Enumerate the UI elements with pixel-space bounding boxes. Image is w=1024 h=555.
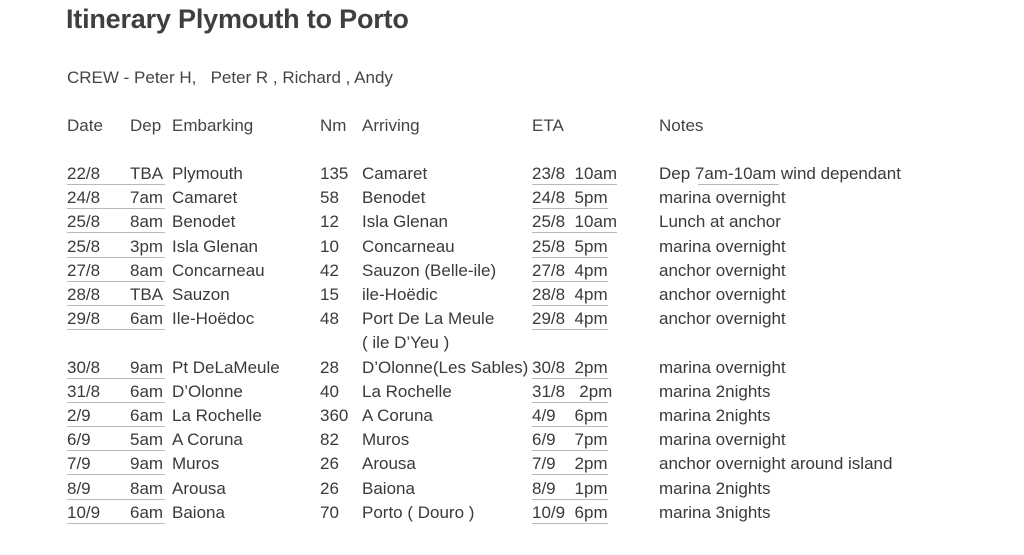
cell-arriving: Arousa — [362, 454, 416, 473]
header-arriving: Arriving — [362, 116, 420, 135]
cell-arriving: ile-Hoëdic — [362, 285, 438, 304]
cell-eta: 7/9 2pm — [532, 454, 608, 473]
cell-embarking: Ile-Hoëdoc — [172, 309, 255, 328]
cell-date: 25/8 — [67, 237, 101, 256]
eta-underline — [532, 402, 608, 403]
cell-arriving: Baiona — [362, 479, 415, 498]
cell-arriving: Muros — [362, 430, 410, 449]
date-dep-underline — [67, 281, 165, 282]
cell-nm: 12 — [320, 212, 339, 231]
eta-underline — [532, 232, 617, 233]
cell-eta: 27/8 4pm — [532, 261, 608, 280]
cell-arriving: Sauzon (Belle-ile) — [362, 261, 497, 280]
cell-eta: 8/9 1pm — [532, 479, 608, 498]
table-row — [0, 356, 1024, 380]
cell-eta: 6/9 7pm — [532, 430, 608, 449]
cell-date: 10/9 — [67, 503, 101, 522]
cell-eta: 4/9 6pm — [532, 406, 608, 425]
cell-nm: 26 — [320, 479, 339, 498]
cell-notes: marina 2nights — [659, 406, 771, 425]
cell-notes: marina overnight — [659, 188, 786, 207]
cell-arriving-continued: ( ile D’Yeu ) — [362, 333, 450, 352]
table-row — [0, 162, 1024, 186]
table-row — [0, 501, 1024, 525]
cell-embarking: Benodet — [172, 212, 236, 231]
cell-nm: 360 — [320, 406, 349, 425]
date-dep-underline — [67, 474, 165, 475]
cell-nm: 40 — [320, 382, 339, 401]
table-row — [0, 210, 1024, 234]
date-dep-underline — [67, 305, 165, 306]
cell-dep: TBA — [130, 285, 164, 304]
cell-date: 28/8 — [67, 285, 101, 304]
cell-eta: 23/8 10am — [532, 164, 618, 183]
cell-dep: 8am — [130, 261, 164, 280]
date-dep-underline — [67, 184, 165, 185]
cell-nm: 42 — [320, 261, 339, 280]
table-row — [0, 307, 1024, 331]
cell-eta: 28/8 4pm — [532, 285, 608, 304]
cell-notes: anchor overnight — [659, 309, 786, 328]
cell-notes: marina 2nights — [659, 479, 771, 498]
cell-eta: 25/8 5pm — [532, 237, 608, 256]
note-time-underline — [698, 184, 779, 185]
cell-date: 24/8 — [67, 188, 101, 207]
cell-notes: anchor overnight — [659, 285, 786, 304]
cell-dep: 6am — [130, 406, 164, 425]
cell-embarking: La Rochelle — [172, 406, 262, 425]
cell-date: 31/8 — [67, 382, 101, 401]
cell-arriving: Concarneau — [362, 237, 455, 256]
cell-arriving: Benodet — [362, 188, 426, 207]
header-embarking: Embarking — [172, 116, 254, 135]
table-row — [0, 428, 1024, 452]
eta-underline — [532, 474, 608, 475]
cell-arriving: A Coruna — [362, 406, 433, 425]
cell-date: 25/8 — [67, 212, 101, 231]
cell-embarking: Plymouth — [172, 164, 243, 183]
cell-dep: 5am — [130, 430, 164, 449]
table-row — [0, 452, 1024, 476]
cell-embarking: Concarneau — [172, 261, 265, 280]
eta-underline — [532, 523, 608, 524]
table-row — [0, 259, 1024, 283]
cell-dep: 6am — [130, 309, 164, 328]
cell-notes: marina 3nights — [659, 503, 771, 522]
cell-dep: 9am — [130, 358, 164, 377]
cell-dep: 3pm — [130, 237, 164, 256]
cell-eta: 30/8 2pm — [532, 358, 608, 377]
cell-eta: 10/9 6pm — [532, 503, 608, 522]
cell-dep: 8am — [130, 479, 164, 498]
cell-dep: TBA — [130, 164, 164, 183]
cell-notes: anchor overnight — [659, 261, 786, 280]
cell-embarking: Camaret — [172, 188, 238, 207]
cell-nm: 26 — [320, 454, 339, 473]
cell-embarking: A Coruna — [172, 430, 243, 449]
cell-embarking: D’Olonne — [172, 382, 243, 401]
cell-nm: 28 — [320, 358, 339, 377]
eta-underline — [532, 329, 608, 330]
cell-date: 8/9 — [67, 479, 91, 498]
eta-underline — [532, 426, 608, 427]
eta-underline — [532, 378, 608, 379]
date-dep-underline — [67, 402, 165, 403]
table-row — [0, 283, 1024, 307]
cell-notes: marina overnight — [659, 237, 786, 256]
cell-date: 22/8 — [67, 164, 101, 183]
cell-date: 2/9 — [67, 406, 91, 425]
eta-underline — [532, 257, 608, 258]
eta-underline — [532, 184, 617, 185]
eta-underline — [532, 305, 608, 306]
cell-embarking: Pt DeLaMeule — [172, 358, 280, 377]
table-row — [0, 477, 1024, 501]
cell-notes: marina overnight — [659, 358, 786, 377]
table-row — [0, 380, 1024, 404]
cell-arriving: Isla Glenan — [362, 212, 448, 231]
cell-date: 30/8 — [67, 358, 101, 377]
date-dep-underline — [67, 450, 165, 451]
cell-embarking: Muros — [172, 454, 220, 473]
eta-underline — [532, 281, 608, 282]
cell-dep: 9am — [130, 454, 164, 473]
cell-nm: 10 — [320, 237, 339, 256]
header-dep: Dep — [130, 116, 162, 135]
header-nm: Nm — [320, 116, 347, 135]
table-header — [0, 114, 1024, 138]
table-row — [0, 404, 1024, 428]
cell-nm: 70 — [320, 503, 339, 522]
cell-date: 7/9 — [67, 454, 91, 473]
date-dep-underline — [67, 426, 165, 427]
cell-embarking: Baiona — [172, 503, 225, 522]
cell-nm: 58 — [320, 188, 339, 207]
date-dep-underline — [67, 208, 165, 209]
cell-nm: 15 — [320, 285, 339, 304]
crew-line: CREW - Peter H, Peter R , Richard , Andy — [67, 68, 393, 87]
cell-nm: 82 — [320, 430, 339, 449]
table-row — [0, 186, 1024, 210]
eta-underline — [532, 208, 608, 209]
cell-nm: 135 — [320, 164, 349, 183]
cell-notes: Dep 7am-10am wind dependant — [659, 164, 901, 183]
cell-dep: 6am — [130, 503, 164, 522]
table-row — [0, 235, 1024, 259]
cell-notes: marina overnight — [659, 430, 786, 449]
header-eta: ETA — [532, 116, 564, 135]
cell-eta: 29/8 4pm — [532, 309, 608, 328]
cell-dep: 8am — [130, 212, 164, 231]
cell-arriving: Port De La Meule — [362, 309, 495, 328]
cell-dep: 6am — [130, 382, 164, 401]
cell-eta: 25/8 10am — [532, 212, 618, 231]
cell-notes: Lunch at anchor — [659, 212, 781, 231]
date-dep-underline — [67, 378, 165, 379]
page-title: Itinerary Plymouth to Porto — [66, 4, 409, 34]
cell-date: 29/8 — [67, 309, 101, 328]
header-notes: Notes — [659, 116, 704, 135]
cell-arriving: Camaret — [362, 164, 428, 183]
cell-eta: 24/8 5pm — [532, 188, 608, 207]
date-dep-underline — [67, 232, 165, 233]
eta-underline — [532, 499, 608, 500]
cell-notes: marina 2nights — [659, 382, 771, 401]
cell-dep: 7am — [130, 188, 164, 207]
cell-embarking: Sauzon — [172, 285, 230, 304]
date-dep-underline — [67, 257, 165, 258]
cell-nm: 48 — [320, 309, 339, 328]
date-dep-underline — [67, 499, 165, 500]
cell-eta: 31/8 2pm — [532, 382, 613, 401]
cell-embarking: Arousa — [172, 479, 226, 498]
cell-embarking: Isla Glenan — [172, 237, 258, 256]
cell-date: 27/8 — [67, 261, 101, 280]
cell-arriving: D’Olonne(Les Sables) — [362, 358, 529, 377]
cell-arriving: Porto ( Douro ) — [362, 503, 475, 522]
eta-underline — [532, 450, 608, 451]
header-date: Date — [67, 116, 103, 135]
date-dep-underline — [67, 523, 165, 524]
date-dep-underline — [67, 329, 165, 330]
cell-arriving: La Rochelle — [362, 382, 452, 401]
cell-notes: anchor overnight around island — [659, 454, 893, 473]
cell-date: 6/9 — [67, 430, 91, 449]
